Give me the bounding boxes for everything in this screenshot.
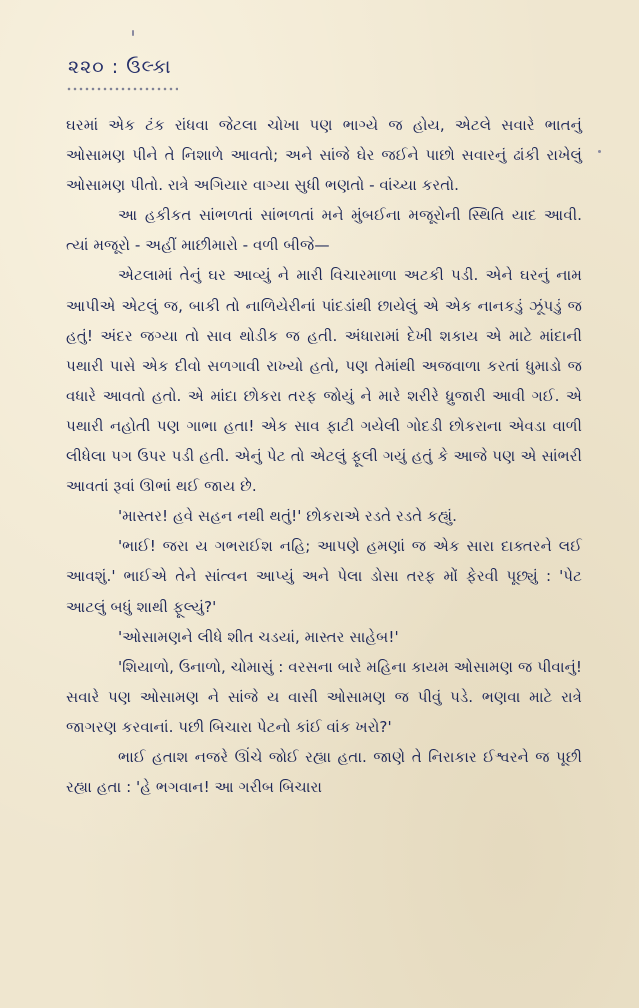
paragraph: 'શિયાળો, ઉનાળો, ચોમાસું : વરસના બારે મહિના કાયમ ઓસામણ જ પીવાનું! સવારે પણ ઓસામણ ને સાંજે ય વાસી ઓસામણ જ પીવું પડે. ભણવા માટે રાત્રે જાગરણ કરવાનાં. પછી બિચારા પેટનો કાંઈ વાંક ખરો?' — [66, 657, 582, 736]
paper-speck — [598, 150, 601, 153]
book-title: ઉલ્કા — [126, 56, 172, 78]
header-separator: : — [111, 56, 120, 78]
paragraph: ભાઈ હતાશ નજરે ઊંચે જોઈ રહ્યા હતા. જાણે તે નિરાકાર ઈશ્વરને જ પૂછી રહ્યા હતા : 'હે ભગવાન! આ ગરીબ બિચારા — [66, 747, 582, 797]
paragraph: એટલામાં તેનું ઘર આવ્યું ને મારી વિચારમાળા અટકી પડી. એને ઘરનું નામ આપીએ એટલું જ, બાકી તો નાળિયેરીનાં પાંદડાંથી છાયેલું એ એક નાનકડું ઝૂંપડું જ હતું! અંદર જગ્યા તો સાવ થોડીક જ હતી. અંધારામાં દેખી શકાય એ માટે માંદાની પથારી પાસે એક દીવો સળગાવી રાખ્યો હતો, પણ તેમાંથી અજવાળા કરતાં ધુમાડો જ વધારે આવતો હતો. એ માંદા છોકરા તરફ જોયું ને મારે શરીરે ધ્રુજારી આવી ગઈ. એ પથારી નહોતી પણ ગાભા હતા! એક સાવ ફાટી ગયેલી ગોદડી છોકરાના એવડા વાળી લીધેલા પગ ઉપર પડી હતી. એનું પેટ તો એટલું ફૂલી ગયું હતું કે આજે પણ એ સાંભરી આવતાં રૂવાં ઊભાં થઈ જાય છે. — [66, 266, 582, 496]
paragraph: 'માસ્તર! હવે સહન નથી થતું!' છોકરાએ રડતે રડતે કહ્યું. — [118, 507, 457, 526]
paragraph: 'ઓસામણને લીધે શીત ચડયાં, માસ્તર સાહેબ!' — [118, 627, 399, 646]
paragraph: 'ભાઈ! જરા ય ગભરાઈશ નહિ; આપણે હમણાં જ એક સારા દાક્તરને લઈ આવશું.' ભાઈએ તેને સાંત્વન આપ્યું અને પેલા ડોસા તરફ મોં ફેરવી પૂછ્યું : 'પેટ આટલું બધું શાથી ફૂલ્યું?' — [66, 537, 582, 616]
page-number: ૨૨૦ — [68, 56, 105, 78]
paragraph: ઘરમાં એક ટંક રાંધવા જેટલા ચોખા પણ ભાગ્યે જ હોય, એટલે સવારે ભાતનું ઓસામણ પીને તે નિશાળે આવતો; અને સાંજે ઘેર જઈને પાછો સવારનું ઢાંકી રાખેલું ઓસામણ પીતો. રાત્રે અગિયાર વાગ્યા સુધી ભણતો - વાંચ્યા કરતો. — [66, 116, 582, 195]
header-ornamental-rule — [66, 86, 178, 92]
paragraph: આ હકીકત સાંભળતાં સાંભળતાં મને મુંબઈના મજૂરોની સ્થિતિ યાદ આવી. ત્યાં મજૂરો - અહીં માછીમારો - વળી બીજે— — [66, 206, 582, 255]
body-text — [66, 110, 582, 802]
paper-speck — [132, 30, 134, 36]
running-header — [68, 56, 172, 78]
